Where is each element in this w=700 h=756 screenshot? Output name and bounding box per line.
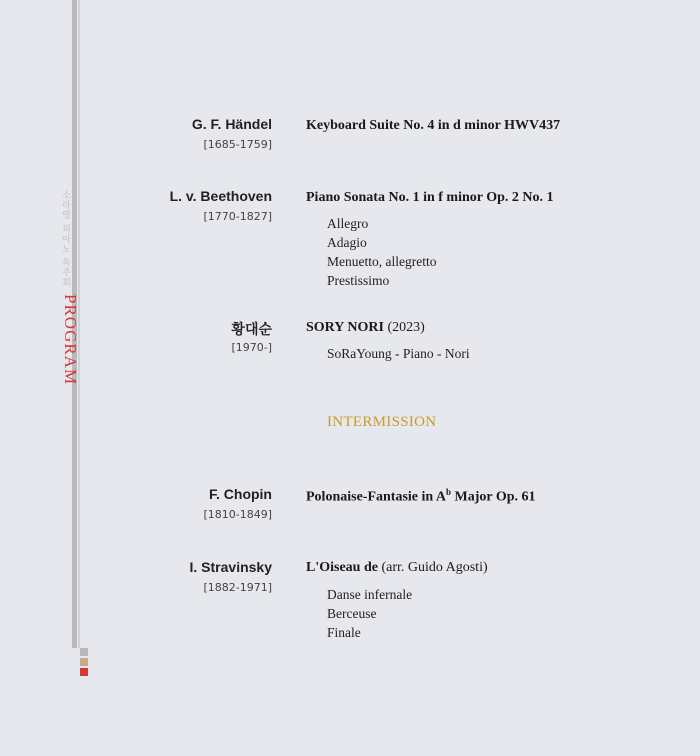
work-title: Piano Sonata No. 1 in f minor Op. 2 No. 1 — [306, 190, 554, 205]
arranger-note: (arr. Guido Agosti) — [381, 560, 488, 575]
decor-square-gray — [80, 648, 88, 656]
flat-symbol: b — [446, 487, 452, 497]
composer-name: I. Stravinsky — [189, 559, 272, 575]
program-title: PROGRAM — [61, 294, 80, 386]
movement-list — [327, 214, 436, 290]
intermission-label: INTERMISSION — [327, 414, 437, 430]
work-year: (2023) — [387, 320, 425, 335]
recital-subtitle: 소라영 피아노 독주회 — [60, 190, 70, 288]
work-title — [306, 560, 488, 576]
composer-dates: [1810-1849] — [203, 508, 272, 521]
composer-dates: [1685-1759] — [203, 138, 272, 151]
work-title-suffix: Major Op. 61 — [451, 489, 536, 505]
decor-square-red — [80, 668, 88, 676]
movement-item: Berceuse — [327, 606, 377, 621]
composer-name: L. v. Beethoven — [169, 188, 272, 204]
movement-item: SoRaYoung - Piano - Nori — [327, 346, 470, 361]
movement-item: Danse infernale — [327, 587, 413, 602]
work-title-main: SORY NORI — [306, 320, 384, 335]
movement-item: Allegro — [327, 216, 369, 231]
composer-name: F. Chopin — [209, 486, 272, 502]
movement-item: Menuetto, allegretto — [327, 254, 437, 269]
composer-dates: [1770-1827] — [203, 210, 272, 223]
composer-dates: [1882-1971] — [203, 581, 272, 594]
work-title: Keyboard Suite No. 4 in d minor HWV437 — [306, 118, 561, 133]
composer-name: G. F. Händel — [191, 116, 272, 132]
decor-square-tan — [80, 658, 88, 666]
work-title-main: L'Oiseau de — [306, 560, 378, 575]
composer-dates: [1970-] — [231, 341, 272, 354]
movement-list — [327, 344, 470, 363]
movement-item: Finale — [327, 625, 361, 640]
work-title — [306, 487, 536, 506]
work-title-prefix: Polonaise-Fantasie in A — [306, 489, 447, 505]
movement-list — [327, 585, 412, 642]
composer-name: 황대순 — [231, 321, 272, 337]
movement-item: Adagio — [327, 235, 367, 250]
work-title — [306, 320, 425, 336]
movement-item: Prestissimo — [327, 273, 390, 288]
